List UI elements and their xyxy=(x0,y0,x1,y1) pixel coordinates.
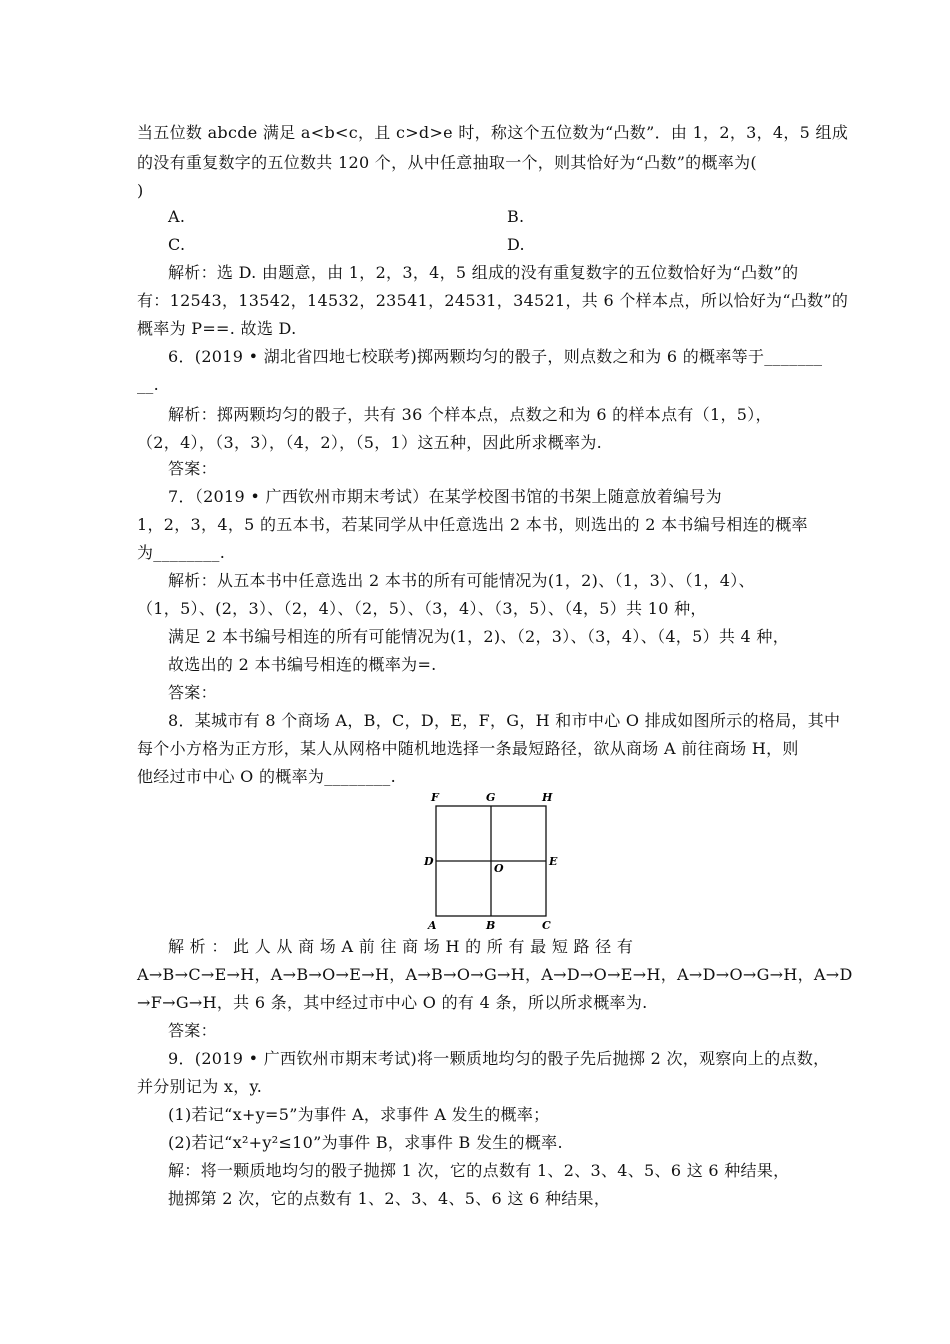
problem-9-line-1: 9．(2019 • 广西钦州市期末考试)将一颗质地均匀的骰子先后抛掷 2 次，观察向上的点数， xyxy=(168,1049,830,1068)
answer-7: 答案： xyxy=(168,683,217,702)
solution-8-line-1: 解 析 ： 此 人 从 商 场 A 前 往 商 场 H 的 所 有 最 短 路 径 有 xyxy=(168,937,634,956)
solution-6-line-2: （2，4），（3，3），（4，2），（5，1）这五种，因此所求概率为. xyxy=(137,433,603,452)
solution-5-line-1: 解析：选 D. 由题意，由 1，2，3，4，5 组成的没有重复数字的五位数恰好为“凸数”的 xyxy=(168,263,799,282)
solution-8-line-2: A→B→C→E→H，A→B→O→E→H，A→B→O→G→H，A→D→O→E→H，A→D→O→G→H，A→D xyxy=(137,965,853,984)
solution-7-line-2: （1，5）、(2，3）、（2，4）、（2，5）、（3，4）、（3，5）、（4，5）共 10 种， xyxy=(137,599,707,618)
label-g: G xyxy=(486,791,496,804)
problem-6-line-1: 6．(2019 • 湖北省四地七校联考)掷两颗均匀的骰子，则点数之和为 6 的概率等于_______ xyxy=(168,347,823,366)
solution-7-line-4: 故选出的 2 本书编号相连的概率为=. xyxy=(168,655,437,674)
problem-8-line-3: 他经过市中心 O 的概率为________. xyxy=(137,767,396,786)
solution-9-line-1: 解：将一颗质地均匀的骰子抛掷 1 次，它的点数有 1、2、3、4、5、6 这 6 种结果， xyxy=(168,1161,790,1180)
label-b: B xyxy=(486,919,496,932)
answer-8: 答案： xyxy=(168,1021,217,1040)
solution-7-line-1: 解析：从五本书中任意选出 2 本书的所有可能情况为(1，2)、（1，3）、（1，4）、 xyxy=(168,571,755,590)
problem-9-part-2: (2)若记“x²+y²≤10”为事件 B，求事件 B 发生的概率. xyxy=(168,1133,563,1152)
problem-7-line-2: 1，2，3，4，5 的五本书，若某同学从中任意选出 2 本书，则选出的 2 本书编号相连的概率 xyxy=(137,515,808,534)
problem-6-line-2: __. xyxy=(137,375,159,394)
problem-7-line-1: 7．（2019 • 广西钦州市期末考试）在某学校图书馆的书架上随意放着编号为 xyxy=(168,487,722,506)
option-b: B. xyxy=(507,207,525,226)
label-o: O xyxy=(494,862,504,875)
option-c: C. xyxy=(168,235,186,254)
label-d: D xyxy=(424,855,434,868)
problem-5-stem-line-1: 当五位数 abcde 满足 a<b<c，且 c>d>e 时，称这个五位数为“凸数”．由 1，2，3，4，5 组成 xyxy=(137,123,849,142)
solution-7-line-3: 满足 2 本书编号相连的所有可能情况为(1，2)、（2，3）、（3，4）、（4，5）共 4 种， xyxy=(168,627,790,646)
problem-8-line-1: 8．某城市有 8 个商场 A，B，C，D，E，F，G，H 和市中心 O 排成如图所示的格局，其中 xyxy=(168,711,841,730)
label-e: E xyxy=(549,855,558,868)
answer-6: 答案： xyxy=(168,459,217,478)
grid-figure xyxy=(420,788,570,936)
solution-9-line-2: 抛掷第 2 次，它的点数有 1、2、3、4、5、6 这 6 种结果， xyxy=(168,1189,611,1208)
label-c: C xyxy=(542,919,551,932)
solution-6-line-1: 解析：掷两颗均匀的骰子，共有 36 个样本点，点数之和为 6 的样本点有（1，5）， xyxy=(168,405,772,424)
problem-5-stem-line-2: 的没有重复数字的五位数共 120 个，从中任意抽取一个，则其恰好为“凸数”的概率为( xyxy=(137,153,757,172)
option-a: A. xyxy=(168,207,186,226)
problem-9-part-1: (1)若记“x+y=5”为事件 A，求事件 A 发生的概率； xyxy=(168,1105,550,1124)
solution-5-line-2: 有：12543，13542，14532，23541，24531，34521，共 6 个样本点，所以恰好为“凸数”的 xyxy=(137,291,849,310)
option-d: D. xyxy=(507,235,525,254)
solution-5-line-3: 概率为 P==. 故选 D. xyxy=(137,319,297,338)
label-a: A xyxy=(428,919,437,932)
solution-8-line-3: →F→G→H，共 6 条，其中经过市中心 O 的有 4 条，所以所求概率为. xyxy=(137,993,648,1012)
problem-5-stem-line-3: ) xyxy=(137,181,144,200)
problem-7-line-3: 为________. xyxy=(137,543,226,562)
problem-9-line-2: 并分别记为 x，y. xyxy=(137,1077,263,1096)
problem-8-line-2: 每个小方格为正方形，某人从网格中随机地选择一条最短路径，欲从商场 A 前往商场 H，则 xyxy=(137,739,799,758)
label-h: H xyxy=(542,791,553,804)
label-f: F xyxy=(431,791,439,804)
